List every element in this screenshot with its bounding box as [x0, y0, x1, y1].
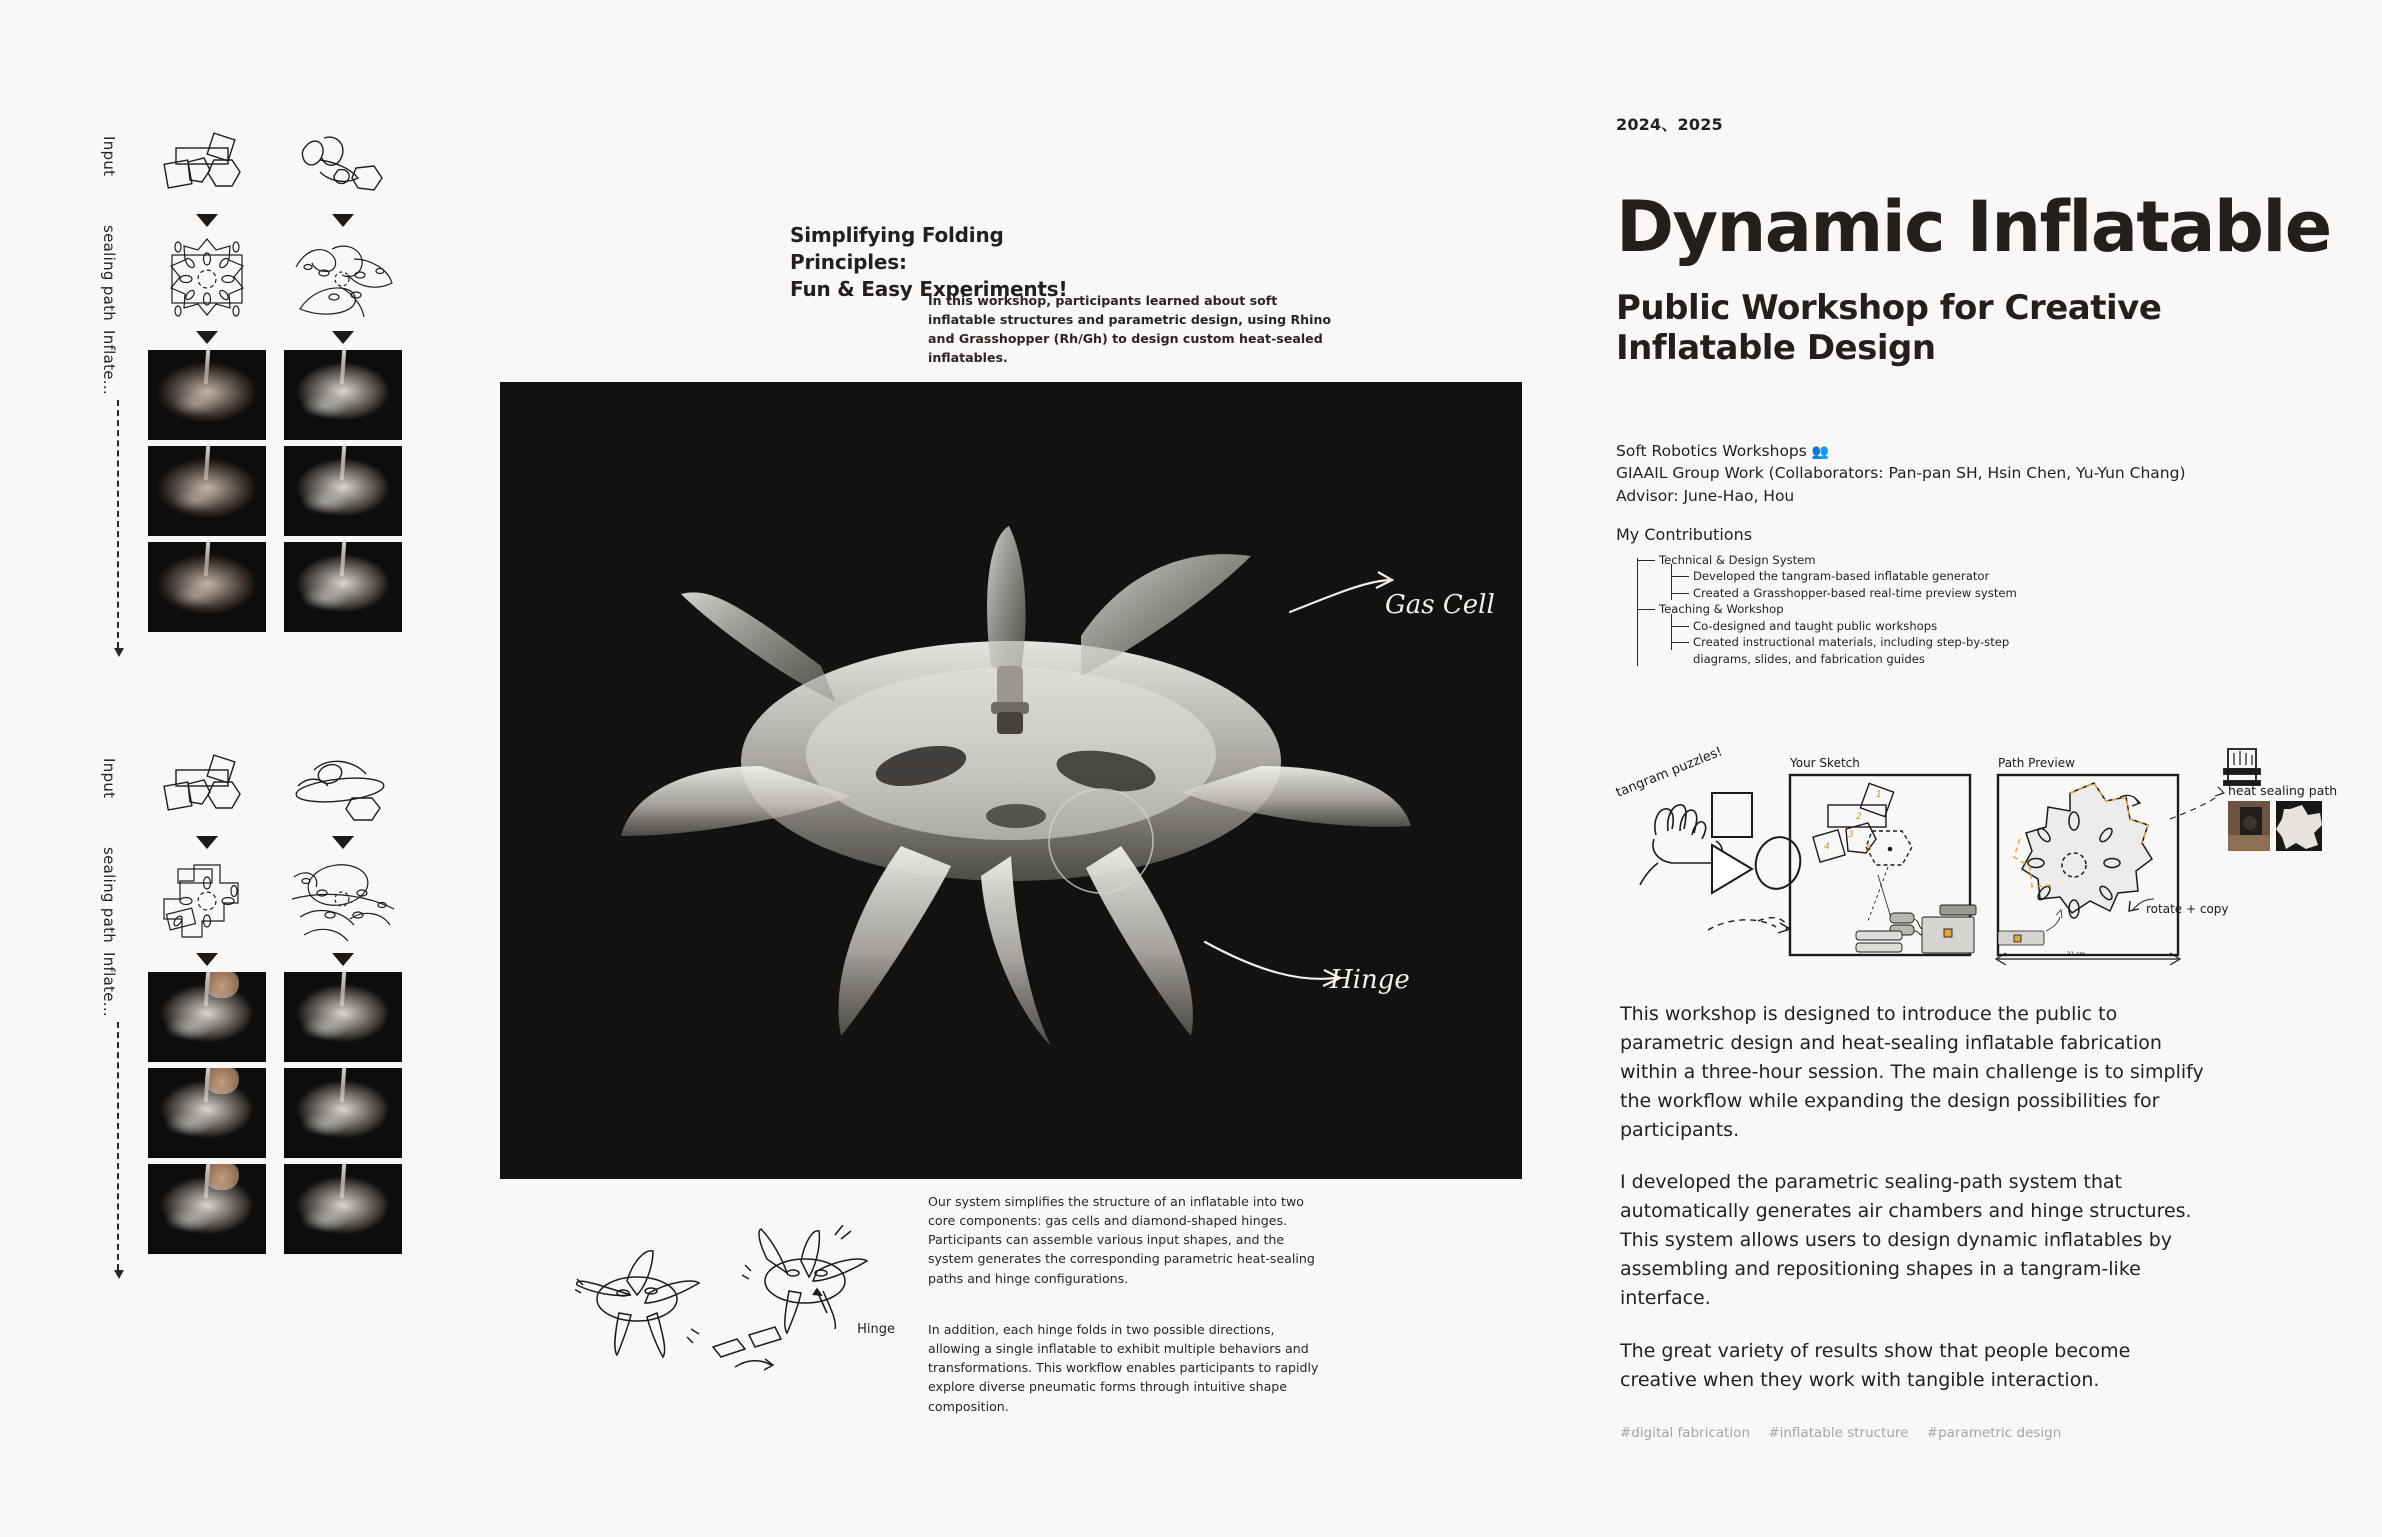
inflate-row [148, 972, 418, 1254]
contributions-heading: My Contributions [1616, 525, 1753, 544]
stage-label-inflate: Inflate... [100, 952, 118, 1017]
center-paragraph-2 [928, 1320, 1328, 1416]
credits-line-1 [1616, 440, 2336, 462]
input-sketch-b [284, 130, 402, 208]
body-paragraph-2: I developed the parametric sealing-path system that automatically generates air chambers and hinge structures. This system allows users to design dynamic inflatables by assembling and repositioning shapes in a tangram-like interface. [1620, 1171, 2192, 1309]
contrib-item-1-2: Created a Grasshopper-based real-time preview system [1625, 585, 2365, 601]
contrib-group-1: Technical & Design System [1625, 552, 2365, 568]
sketch-hinge-label: Hinge [857, 1322, 895, 1337]
dimension-label: 21 cm [2066, 951, 2086, 958]
credits-line-3: Advisor: June-Hao, Hou [1616, 486, 1795, 505]
inflate-progress-arrow [117, 400, 119, 648]
credits-line-2: GIAAIL Group Work (Collaborators: Pan-pan SH, Hsin Chen, Yu-Yun Chang) [1616, 464, 2186, 483]
stage-label-input: Input [100, 136, 118, 177]
input-row [148, 130, 418, 208]
inflate-stack-b [284, 350, 402, 632]
tag-item: #inflatable structure [1768, 1425, 1909, 1441]
inflate-photo [148, 972, 266, 1062]
inflate-stack-a [148, 350, 266, 632]
subtitle-line-1: Public Workshop for Creative [1616, 288, 2162, 328]
inflate-photo [148, 1164, 266, 1254]
inflate-photo [284, 972, 402, 1062]
hinge-annotation: Hinge [1330, 965, 1410, 995]
credits-block [1616, 440, 2336, 507]
body-copy [1620, 1000, 2205, 1395]
inflate-stack-d [284, 972, 402, 1254]
process-grid [148, 752, 418, 1254]
inflate-row [148, 350, 418, 632]
stage-label-sealing: sealing path [100, 847, 118, 944]
stage-label-inflate: Inflate... [100, 330, 118, 395]
hero-photo [500, 382, 1522, 1179]
contrib-item-1-1: Developed the tangram-based inflatable generator [1625, 568, 2365, 584]
inflate-photo [284, 542, 402, 632]
gas-cell-annotation: Gas Cell [1385, 590, 1495, 620]
down-arrow-icon [332, 953, 354, 966]
page-title: Dynamic Inflatable [1616, 186, 2331, 268]
down-arrow-icon [196, 836, 218, 849]
input-row [148, 752, 418, 830]
contrib-item-2-1: Co-designed and taught public workshops [1625, 618, 2365, 634]
stage-label-sealing: sealing path [100, 225, 118, 322]
down-arrow-icon [332, 836, 354, 849]
sealing-path-d [284, 855, 402, 947]
svg-text:3: 3 [1848, 830, 1854, 840]
hinge-fold-sketch [575, 1225, 905, 1375]
stage-label-input: Input [100, 758, 118, 799]
inflate-photo [284, 350, 402, 440]
heat-sealing-label: heat sealing path [2228, 783, 2338, 798]
inflate-photo [148, 350, 266, 440]
sealing-row [148, 855, 418, 947]
center-heading-line1: Simplifying Folding Principles: [790, 223, 1004, 274]
center-para-2-text: In addition, each hinge folds in two possible directions, allowing a single inflatable to exhibit multiple behaviors and transformations. This workflow enables participants to rapidly explore diverse pneumatic forms through intuitive shape composition. [928, 1322, 1319, 1414]
center-paragraph-1 [928, 1192, 1328, 1288]
inflate-photo [148, 542, 266, 632]
workflow-diagram [1600, 735, 2382, 965]
page-subtitle [1616, 288, 2316, 368]
process-group-1 [100, 130, 430, 690]
inflate-photo [284, 1164, 402, 1254]
stage-labels [100, 130, 138, 690]
down-arrow-icon [196, 953, 218, 966]
sealing-row [148, 233, 418, 325]
arrow-row-3 [148, 836, 418, 849]
center-intro-text: In this workshop, participants learned about soft inflatable structures and parametric design, using Rhino and Grasshopper (Rh/Gh) to design custom heat-sealed inflatables. [928, 293, 1332, 365]
tag-list [1620, 1425, 2075, 1441]
arrow-row-1 [148, 214, 418, 227]
svg-text:1: 1 [1876, 790, 1882, 800]
body-paragraph-3: The great variety of results show that people become creative when they work with tangible interaction. [1620, 1339, 2131, 1391]
center-heading [790, 222, 1120, 303]
svg-text:2: 2 [1856, 812, 1862, 822]
sealing-path-c [148, 855, 266, 947]
tangram-handwriting: tangram puzzles! [1613, 744, 1725, 801]
contrib-item-2-2: Created instructional materials, including step-by-step diagrams, slides, and fabrication guides [1625, 634, 2065, 667]
workshop-name: Soft Robotics Workshops [1616, 442, 1807, 460]
year-label: 2024、2025 [1616, 115, 1723, 134]
body-paragraph-1: This workshop is designed to introduce the public to parametric design and heat-sealing inflatable fabrication within a three-hour session. The main challenge is to simplify the workflow while expanding the design possibilities for participants. [1620, 1003, 2204, 1141]
rotate-copy-label: rotate + copy [2146, 902, 2229, 916]
contributions-tree [1625, 552, 2365, 667]
inflate-stack-c [148, 972, 266, 1254]
svg-text:4: 4 [1824, 842, 1830, 852]
people-icon: 👥 [1811, 444, 1828, 460]
svg-text:5: 5 [1866, 844, 1872, 854]
your-sketch-label: Your Sketch [1790, 756, 1860, 770]
sealing-path-a [148, 233, 266, 325]
input-sketch-d [284, 752, 402, 830]
arrow-row-2 [148, 331, 418, 344]
process-grid [148, 130, 418, 632]
subtitle-line-2: Inflatable Design [1616, 328, 1936, 369]
sealing-path-b [284, 233, 402, 325]
down-arrow-icon [196, 214, 218, 227]
path-preview-label: Path Preview [1998, 756, 2075, 770]
inflate-photo [284, 446, 402, 536]
down-arrow-icon [196, 331, 218, 344]
process-column [100, 130, 430, 1017]
contrib-group-2: Teaching & Workshop [1625, 601, 2365, 617]
center-heading-line2: Fun & Easy Experiments! [790, 277, 1068, 301]
inflate-progress-arrow [117, 1022, 119, 1270]
inflate-photo [284, 1068, 402, 1158]
center-para-1-text: Our system simplifies the structure of an inflatable into two core components: gas cells and diamond-shaped hinges. Participants can assemble various input shapes, and the system generates the corresponding parametric heat-sealing paths and hinge configurations. [928, 1194, 1315, 1286]
input-sketch-a [148, 130, 266, 208]
inflate-photo [148, 1068, 266, 1158]
tag-item: #digital fabrication [1620, 1425, 1751, 1441]
down-arrow-icon [332, 331, 354, 344]
input-sketch-c [148, 752, 266, 830]
inflate-photo [148, 446, 266, 536]
tag-item: #parametric design [1926, 1425, 2062, 1441]
down-arrow-icon [332, 214, 354, 227]
arrow-row-4 [148, 953, 418, 966]
